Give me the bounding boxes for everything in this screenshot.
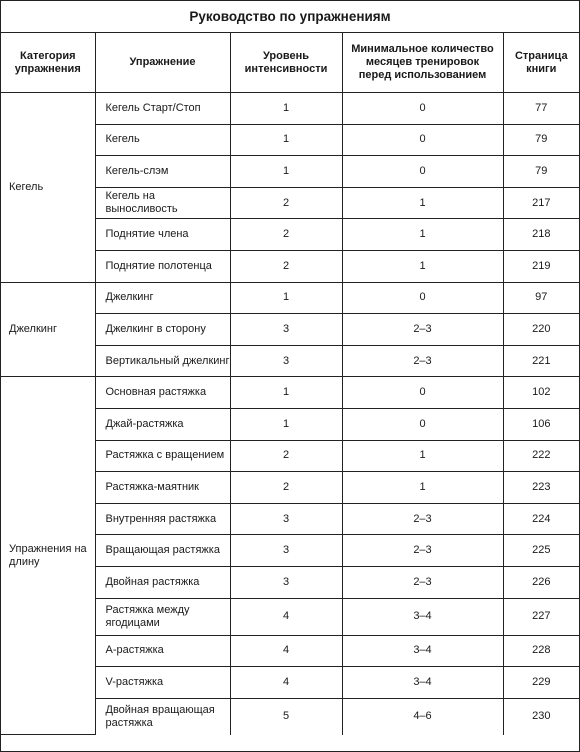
intensity-cell: 1 — [230, 93, 342, 125]
page-cell: 225 — [503, 535, 579, 567]
exercise-cell: Вертикальный джелкинг — [95, 345, 230, 377]
page-cell: 218 — [503, 219, 579, 251]
table-row — [1, 282, 579, 314]
page-cell: 222 — [503, 440, 579, 472]
page-cell: 228 — [503, 635, 579, 667]
intensity-cell: 4 — [230, 667, 342, 699]
min-months-cell: 3–4 — [342, 598, 503, 635]
exercise-cell: Растяжка-маятник — [95, 472, 230, 504]
exercise-cell: Внутренняя растяжка — [95, 503, 230, 535]
exercise-cell: Кегель — [95, 124, 230, 156]
page-cell: 219 — [503, 250, 579, 282]
intensity-cell: 3 — [230, 345, 342, 377]
min-months-cell: 1 — [342, 472, 503, 504]
table-row — [1, 93, 579, 125]
min-months-cell: 0 — [342, 93, 503, 125]
category-cell: Кегель — [1, 93, 95, 283]
intensity-cell: 2 — [230, 187, 342, 219]
page-cell: 221 — [503, 345, 579, 377]
intensity-cell: 3 — [230, 314, 342, 346]
min-months-cell: 3–4 — [342, 635, 503, 667]
min-months-cell: 4–6 — [342, 698, 503, 735]
exercise-cell: Джай-растяжка — [95, 408, 230, 440]
min-months-cell: 3–4 — [342, 667, 503, 699]
exercise-cell: Поднятие члена — [95, 219, 230, 251]
intensity-cell: 2 — [230, 440, 342, 472]
min-months-cell: 2–3 — [342, 566, 503, 598]
header-exercise: Упражнение — [95, 33, 230, 93]
page-cell: 217 — [503, 187, 579, 219]
category-cell: Джелкинг — [1, 282, 95, 377]
page-cell: 102 — [503, 377, 579, 409]
intensity-cell: 1 — [230, 408, 342, 440]
intensity-cell: 4 — [230, 598, 342, 635]
category-cell: Упражнения на длину — [1, 377, 95, 735]
min-months-cell: 2–3 — [342, 503, 503, 535]
page-cell: 220 — [503, 314, 579, 346]
exercise-guide-table — [1, 1, 579, 735]
intensity-cell: 1 — [230, 124, 342, 156]
page-cell: 79 — [503, 124, 579, 156]
intensity-cell: 5 — [230, 698, 342, 735]
exercise-cell: Двойная растяжка — [95, 566, 230, 598]
intensity-cell: 3 — [230, 503, 342, 535]
exercise-cell: Кегель на выносливость — [95, 187, 230, 219]
min-months-cell: 2–3 — [342, 345, 503, 377]
exercise-cell: Джелкинг в сторону — [95, 314, 230, 346]
exercise-cell: Вращающая растяжка — [95, 535, 230, 567]
min-months-cell: 1 — [342, 219, 503, 251]
page-cell: 106 — [503, 408, 579, 440]
page-cell: 227 — [503, 598, 579, 635]
intensity-cell: 2 — [230, 219, 342, 251]
min-months-cell: 0 — [342, 282, 503, 314]
table-row — [1, 377, 579, 409]
exercise-cell: Джелкинг — [95, 282, 230, 314]
min-months-cell: 1 — [342, 250, 503, 282]
exercise-cell: V-растяжка — [95, 667, 230, 699]
exercise-cell: Основная растяжка — [95, 377, 230, 409]
exercise-cell: Кегель Старт/Стоп — [95, 93, 230, 125]
exercise-cell: Растяжка между ягодицами — [95, 598, 230, 635]
page-cell: 229 — [503, 667, 579, 699]
min-months-cell: 1 — [342, 187, 503, 219]
intensity-cell: 4 — [230, 635, 342, 667]
header-row — [1, 33, 579, 93]
page-cell: 224 — [503, 503, 579, 535]
intensity-cell: 1 — [230, 156, 342, 188]
header-min-months: Минимальное количество месяцев тренировок перед использованием — [342, 33, 503, 93]
table-body — [1, 93, 579, 735]
page-cell: 77 — [503, 93, 579, 125]
table-title: Руководство по упражнениям — [1, 1, 579, 33]
exercise-cell: Растяжка с вращением — [95, 440, 230, 472]
min-months-cell: 2–3 — [342, 535, 503, 567]
exercise-cell: Поднятие полотенца — [95, 250, 230, 282]
min-months-cell: 0 — [342, 156, 503, 188]
page-cell: 223 — [503, 472, 579, 504]
page-cell: 79 — [503, 156, 579, 188]
min-months-cell: 0 — [342, 408, 503, 440]
min-months-cell: 0 — [342, 377, 503, 409]
exercise-cell: Кегель-слэм — [95, 156, 230, 188]
exercise-cell: A-растяжка — [95, 635, 230, 667]
intensity-cell: 1 — [230, 377, 342, 409]
header-intensity: Уровень интенсивности — [230, 33, 342, 93]
intensity-cell: 3 — [230, 535, 342, 567]
page-cell: 230 — [503, 698, 579, 735]
page-cell: 226 — [503, 566, 579, 598]
min-months-cell: 2–3 — [342, 314, 503, 346]
page-cell: 97 — [503, 282, 579, 314]
title-row — [1, 1, 579, 33]
exercise-cell: Двойная вращающая растяжка — [95, 698, 230, 735]
min-months-cell: 1 — [342, 440, 503, 472]
intensity-cell: 2 — [230, 250, 342, 282]
intensity-cell: 3 — [230, 566, 342, 598]
intensity-cell: 1 — [230, 282, 342, 314]
intensity-cell: 2 — [230, 472, 342, 504]
header-category: Категория упражнения — [1, 33, 95, 93]
min-months-cell: 0 — [342, 124, 503, 156]
header-page: Страница книги — [503, 33, 579, 93]
